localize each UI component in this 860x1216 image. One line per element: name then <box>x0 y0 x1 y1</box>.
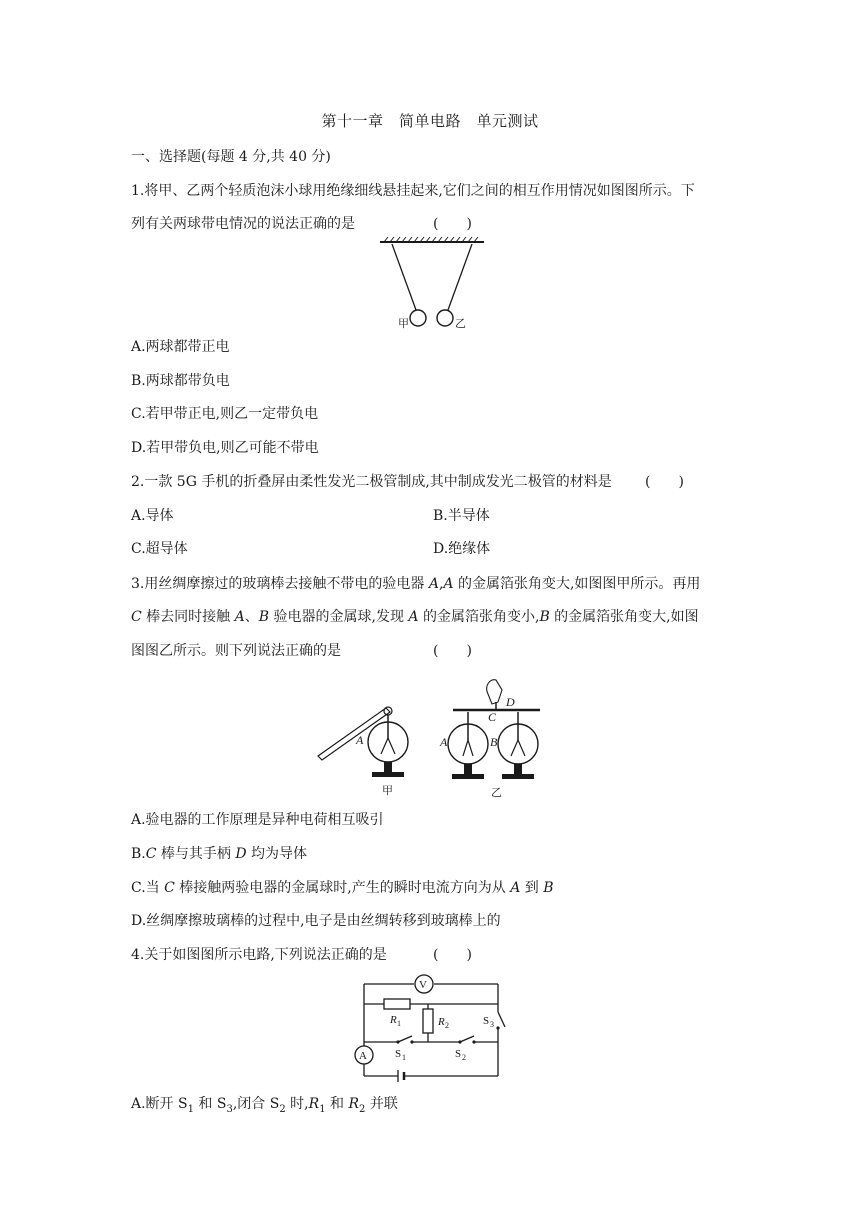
circuit-s3-sub: 3 <box>490 1020 494 1029</box>
q3-option-c[interactable]: C.当 C 棒接触两验电器的金属球时,产生的瞬时电流方向为从 A 到 B <box>131 880 554 896</box>
q2-option-d[interactable]: D.绝缘体 <box>433 541 491 557</box>
q3-fig-label-c: C <box>488 710 497 724</box>
q1-fig-label-jia: 甲 <box>398 318 409 330</box>
q3-stem-line3: 图图乙所示。则下列说法正确的是 <box>131 643 341 659</box>
circuit-ammeter-label: A <box>359 1050 367 1062</box>
q3-fig-label-b: B <box>490 735 498 749</box>
q3-fig-label-d: D <box>506 695 515 709</box>
q4-answer-bracket: ( ) <box>433 947 472 963</box>
q3-fig-label-a-jia: A <box>356 733 364 747</box>
q3-fig-label-yi: 乙 <box>491 787 502 799</box>
q1-stem-line1: 1.将甲、乙两个轻质泡沫小球用绝缘细线悬挂起来,它们之间的相互作用情况如图图所示。下 <box>131 183 695 199</box>
circuit-s2-sub: 2 <box>462 1053 466 1062</box>
q3-answer-bracket: ( ) <box>433 643 472 659</box>
circuit-r2-sub: 2 <box>445 1021 449 1030</box>
q2-option-c[interactable]: C.超导体 <box>131 541 188 557</box>
q4-stem: 4.关于如图图所示电路,下列说法正确的是 <box>131 947 387 963</box>
circuit-r2-label: R <box>438 1016 445 1028</box>
q1-option-a[interactable]: A.两球都带正电 <box>131 339 230 355</box>
q3-option-b[interactable]: B.C 棒与其手柄 D 均为导体 <box>131 846 308 862</box>
circuit-r1-sub: 1 <box>397 1019 401 1028</box>
q4-option-a[interactable]: A.断开 $S_1$ 和 $S_3$,闭合 $S_2$ 时$,R_1$ 和 $R_2$ 并联 <box>131 1096 398 1115</box>
q3-fig-label-jia: 甲 <box>382 785 393 797</box>
circuit-s2-label: S <box>455 1048 462 1060</box>
circuit-r1-label: R <box>390 1014 397 1026</box>
q1-fig-label-yi: 乙 <box>455 318 466 330</box>
page-title: 第十一章 简单电路 单元测试 <box>321 112 539 130</box>
circuit-voltmeter-label: V <box>419 979 427 991</box>
section-heading: 一、选择题(每题 4 分,共 40 分) <box>131 149 331 165</box>
q1-answer-bracket: ( ) <box>433 216 472 232</box>
circuit-s1-sub: 1 <box>402 1053 406 1062</box>
circuit-s3-label: S <box>483 1015 490 1027</box>
q3-option-a[interactable]: A.验电器的工作原理是异种电荷相互吸引 <box>131 812 384 828</box>
q1-option-c[interactable]: C.若甲带正电,则乙一定带负电 <box>131 406 319 422</box>
circuit-s1-label: S <box>395 1048 402 1060</box>
q2-option-a[interactable]: A.导体 <box>131 508 174 524</box>
q1-option-b[interactable]: B.两球都带负电 <box>131 373 230 389</box>
q1-option-d[interactable]: D.若甲带负电,则乙可能不带电 <box>131 440 319 456</box>
q2-option-b[interactable]: B.半导体 <box>433 508 490 524</box>
q2-answer-bracket: ( ) <box>645 474 684 490</box>
q3-stem-line2: C 棒去同时接触 A、B 验电器的金属球,发现 A 的金属箔张角变小,B 的金属箔张角变大,如图 <box>131 609 699 625</box>
q2-stem: 2.一款 5G 手机的折叠屏由柔性发光二极管制成,其中制成发光二极管的材料是 <box>131 474 612 490</box>
q3-stem-line1: 3.用丝绸摩擦过的玻璃棒去接触不带电的验电器 A,A 的金属箔张角变大,如图图甲所示。再用 <box>131 576 701 592</box>
q1-stem-line2: 列有关两球带电情况的说法正确的是 <box>131 216 355 232</box>
q3-option-d[interactable]: D.丝绸摩擦玻璃棒的过程中,电子是由丝绸转移到玻璃棒上的 <box>131 913 501 929</box>
q3-fig-label-a-yi: A <box>440 735 448 749</box>
